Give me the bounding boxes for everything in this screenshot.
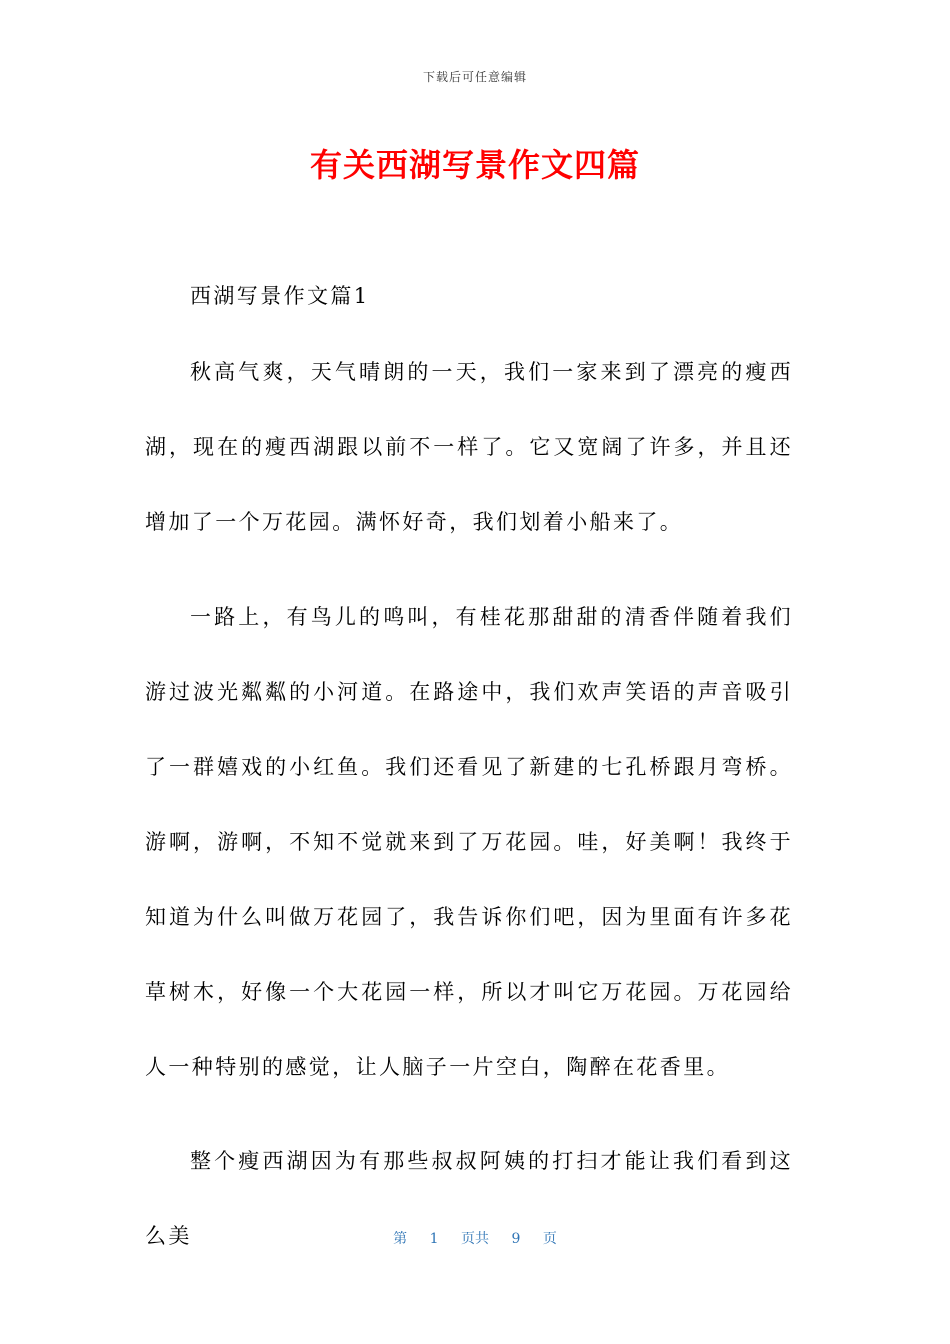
header-note: 下载后可任意编辑 (422, 70, 527, 84)
paragraph-2: 一路上，有鸟儿的鸣叫，有桂花那甜甜的清香伴随着我们游过波光粼粼的小河道。在路途中，我们欢声笑语的声音吸引了一群嬉戏的小红鱼。我们还看见了新建的七孔桥跟月弯桥。游啊，游啊，不知不觉就来到了万花园。哇，好美啊！我终于知道为什么叫做万花园了，我告诉你们吧，因为里面有许多花草树木，好像一个大花园一样，所以才叫它万花园。万花园给人一种特别的感觉，让人脑子一片空白，陶醉在花香里。 (145, 604, 793, 1079)
footer-current-page: 1 (429, 1231, 439, 1247)
footer-label-total: 页共 (461, 1231, 489, 1247)
document-body (145, 278, 793, 1312)
page-footer (0, 1228, 950, 1248)
footer-total-pages: 9 (511, 1231, 521, 1247)
section-heading: 西湖写景作文篇1 (190, 284, 370, 308)
paragraph-3: 整个瘦西湖因为有那些叔叔阿姨的打扫才能让我们看到这么美 (145, 1149, 793, 1248)
document-title: 有关西湖写景作文四篇 (309, 146, 640, 184)
footer-label-page: 第 (393, 1231, 408, 1247)
footer-label-end: 页 (542, 1231, 557, 1247)
paragraph-1: 秋高气爽，天气晴朗的一天，我们一家来到了漂亮的瘦西湖，现在的瘦西湖跟以前不一样了。它又宽阔了许多，并且还增加了一个万花园。满怀好奇，我们划着小船来了。 (145, 360, 793, 534)
